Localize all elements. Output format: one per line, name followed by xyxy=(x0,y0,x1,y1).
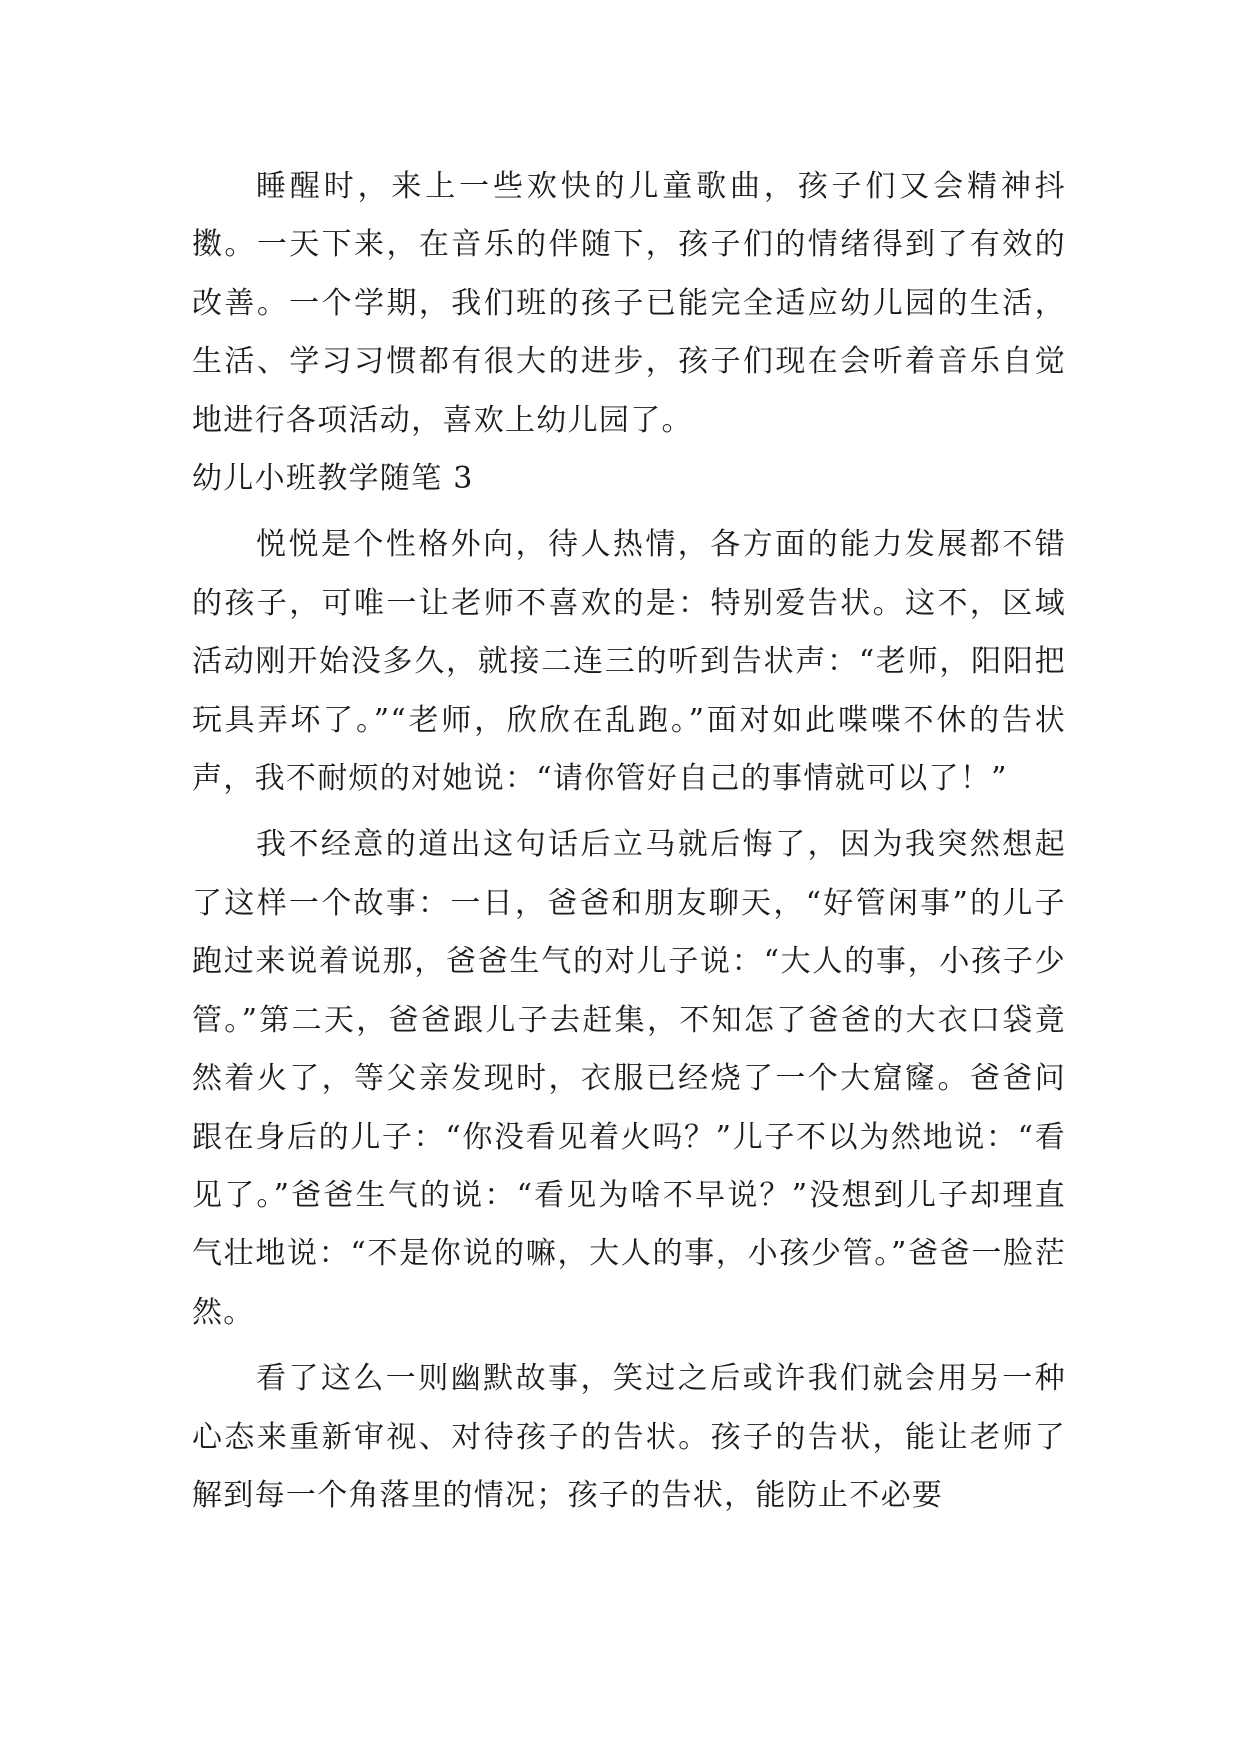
body-paragraph: 睡醒时，来上一些欢快的儿童歌曲，孩子们又会精神抖擞。一天下来，在音乐的伴随下，孩子们的情绪得到了有效的改善。一个学期，我们班的孩子已能完全适应幼儿园的生活，生活、学习习惯都有很大的进步，孩子们现在会听着音乐自觉地进行各项活动，喜欢上幼儿园了。 xyxy=(192,169,1066,438)
section-heading: 幼儿小班教学随笔 3 xyxy=(192,461,474,497)
document-body xyxy=(192,158,1066,1525)
body-paragraph: 悦悦是个性格外向，待人热情，各方面的能力发展都不错的孩子，可唯一让老师不喜欢的是：特别爱告状。这不，区域活动刚开始没多久，就接二连三的听到告状声：“老师，阳阳把玩具弄坏了。”“老师，欣欣在乱跑。”面对如此喋喋不休的告状声，我不耐烦的对她说：“请你管好自己的事情就可以了！” xyxy=(192,527,1066,797)
body-paragraph: 我不经意的道出这句话后立马就后悔了，因为我突然想起了这样一个故事：一日，爸爸和朋友聊天，“好管闲事”的儿子跑过来说着说那，爸爸生气的对儿子说：“大人的事，小孩子少管。”第二天，爸爸跟儿子去赶集，不知怎了爸爸的大衣口袋竟然着火了，等父亲发现时，衣服已经烧了一个大窟窿。爸爸问跟在身后的儿子：“你没看见着火吗？”儿子不以为然地说：“看见了。”爸爸生气的说：“看见为啥不早说？”没想到儿子却理直气壮地说：“不是你说的嘛，大人的事，小孩少管。”爸爸一脸茫然。 xyxy=(192,827,1066,1330)
body-paragraph: 看了这么一则幽默故事，笑过之后或许我们就会用另一种心态来重新审视、对待孩子的告状。孩子的告状，能让老师了解到每一个角落里的情况；孩子的告状，能防止不必要 xyxy=(192,1361,1066,1513)
